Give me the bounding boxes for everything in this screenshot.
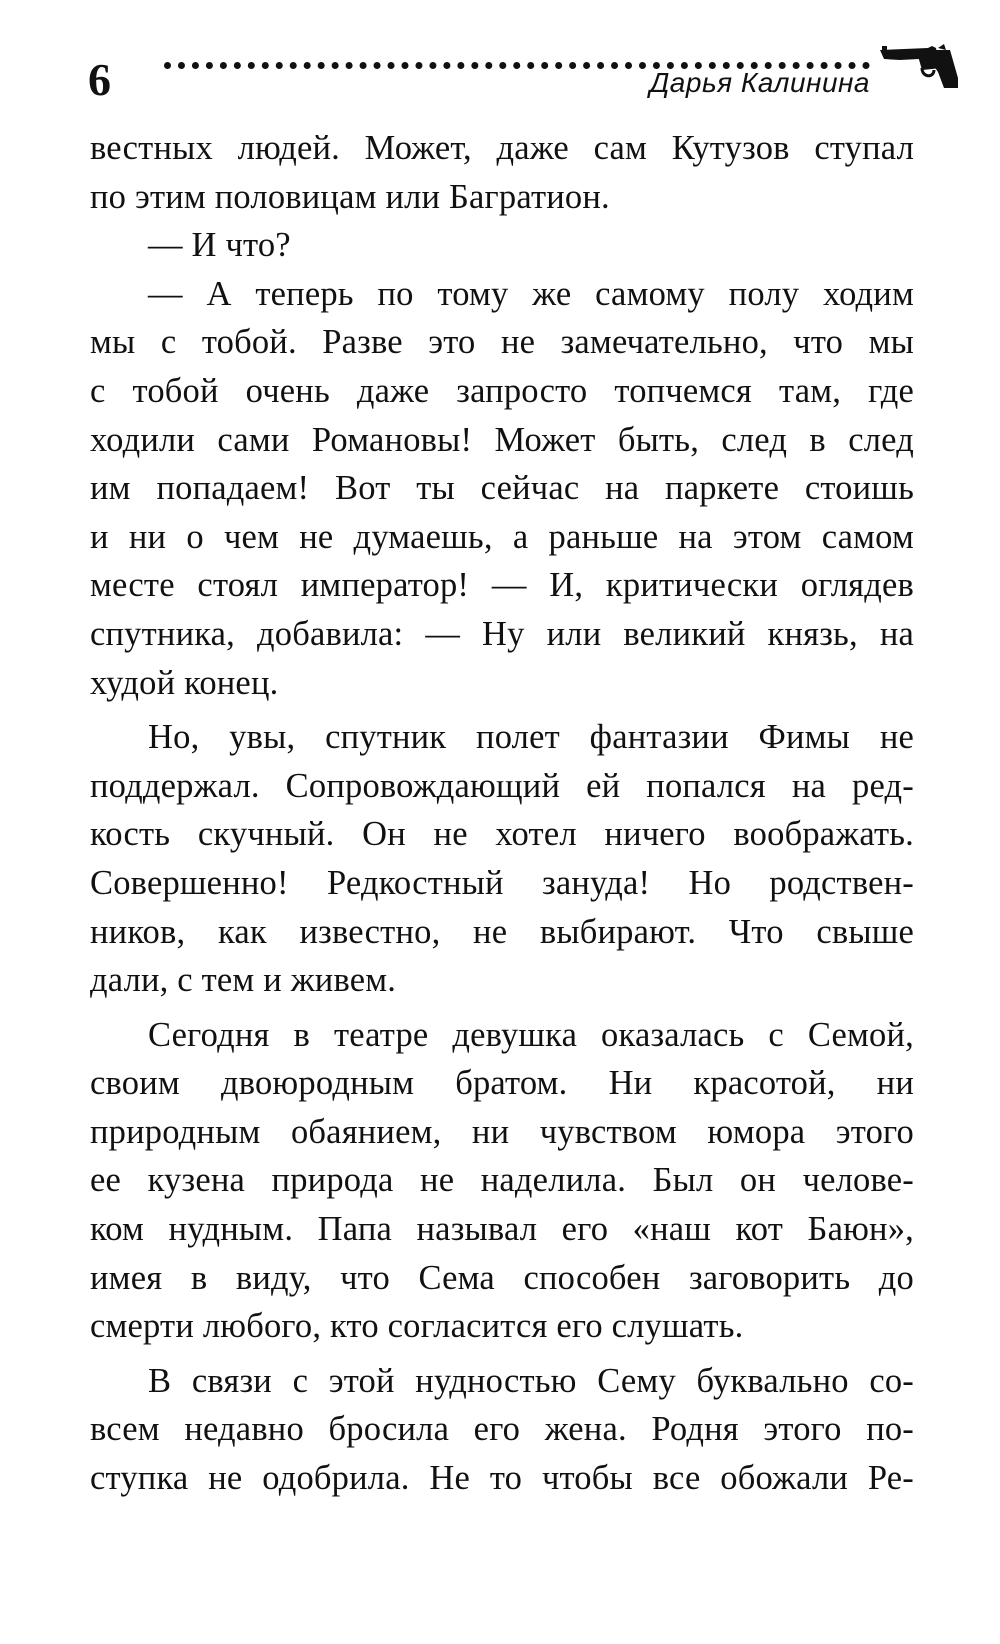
text-line: ком нудным. Папа называл его «наш кот Баюн», bbox=[90, 1210, 914, 1249]
text-line: всем недавно бросила его жена. Родня этого по- bbox=[90, 1410, 914, 1449]
paragraph bbox=[90, 270, 914, 707]
text-line: своим двоюродным братом. Ни красотой, ни bbox=[90, 1064, 914, 1103]
paragraph bbox=[90, 1011, 914, 1351]
text-line: по этим половицам или Багратион. bbox=[90, 177, 610, 216]
text-line: худой конец. bbox=[90, 663, 279, 702]
text-line: мы с тобой. Разве это не замечательно, что мы bbox=[90, 323, 914, 362]
text-line: смерти любого, кто согласится его слушать. bbox=[90, 1307, 744, 1346]
text-line: ников, как известно, не выбирают. Что свыше bbox=[90, 912, 914, 951]
text-line: поддержал. Сопровождающий ей попался на ред- bbox=[90, 766, 914, 805]
text-line: кость скучный. Он не хотел ничего воображать. bbox=[90, 815, 914, 854]
text-line: Сегодня в театре девушка оказалась с Семой, bbox=[148, 1015, 914, 1054]
text-line: Совершенно! Редкостный зануда! Но родствен- bbox=[90, 863, 914, 902]
text-line: дали, с тем и живем. bbox=[90, 961, 397, 1000]
text-line: месте стоял император! — И, критически оглядев bbox=[90, 566, 914, 605]
text-line: вестных людей. Может, даже сам Кутузов ступал bbox=[90, 129, 914, 167]
text-line: — А теперь по тому же самому полу ходим bbox=[148, 274, 914, 313]
paragraph bbox=[90, 1357, 914, 1503]
text-line: и ни о чем не думаешь, а раньше на этом самом bbox=[90, 517, 914, 556]
text-line: им попадаем! Вот ты сейчас на паркете стоишь bbox=[90, 469, 914, 508]
body-text bbox=[90, 124, 914, 1503]
text-line: ходили сами Романовы! Может быть, след в след bbox=[90, 420, 914, 459]
author-name: Дарья Калинина bbox=[649, 67, 870, 98]
page-number: 6 bbox=[88, 54, 111, 105]
text-line: ступка не одобрила. Не то чтобы все обожали Ре- bbox=[90, 1459, 914, 1498]
running-head bbox=[88, 40, 960, 112]
text-line: имея в виду, что Сема способен заговорить до bbox=[90, 1258, 914, 1297]
text-line: природным обаянием, ни чувством юмора этого bbox=[90, 1112, 914, 1151]
paragraph bbox=[90, 221, 914, 270]
text-line: Но, увы, спутник полет фантазии Фимы не bbox=[148, 718, 914, 757]
text-line: — И что? bbox=[148, 226, 291, 265]
text-line: В связи с этой нудностью Сему буквально со- bbox=[148, 1361, 914, 1400]
text-line: ее кузена природа не наделила. Был он челове- bbox=[90, 1161, 914, 1200]
revolver-icon bbox=[878, 44, 960, 90]
paragraph bbox=[90, 124, 914, 221]
text-line: с тобой очень даже запросто топчемся там, где bbox=[90, 371, 914, 410]
text-line: спутника, добавила: — Ну или великий князь, на bbox=[90, 614, 914, 653]
paragraph bbox=[90, 713, 914, 1005]
